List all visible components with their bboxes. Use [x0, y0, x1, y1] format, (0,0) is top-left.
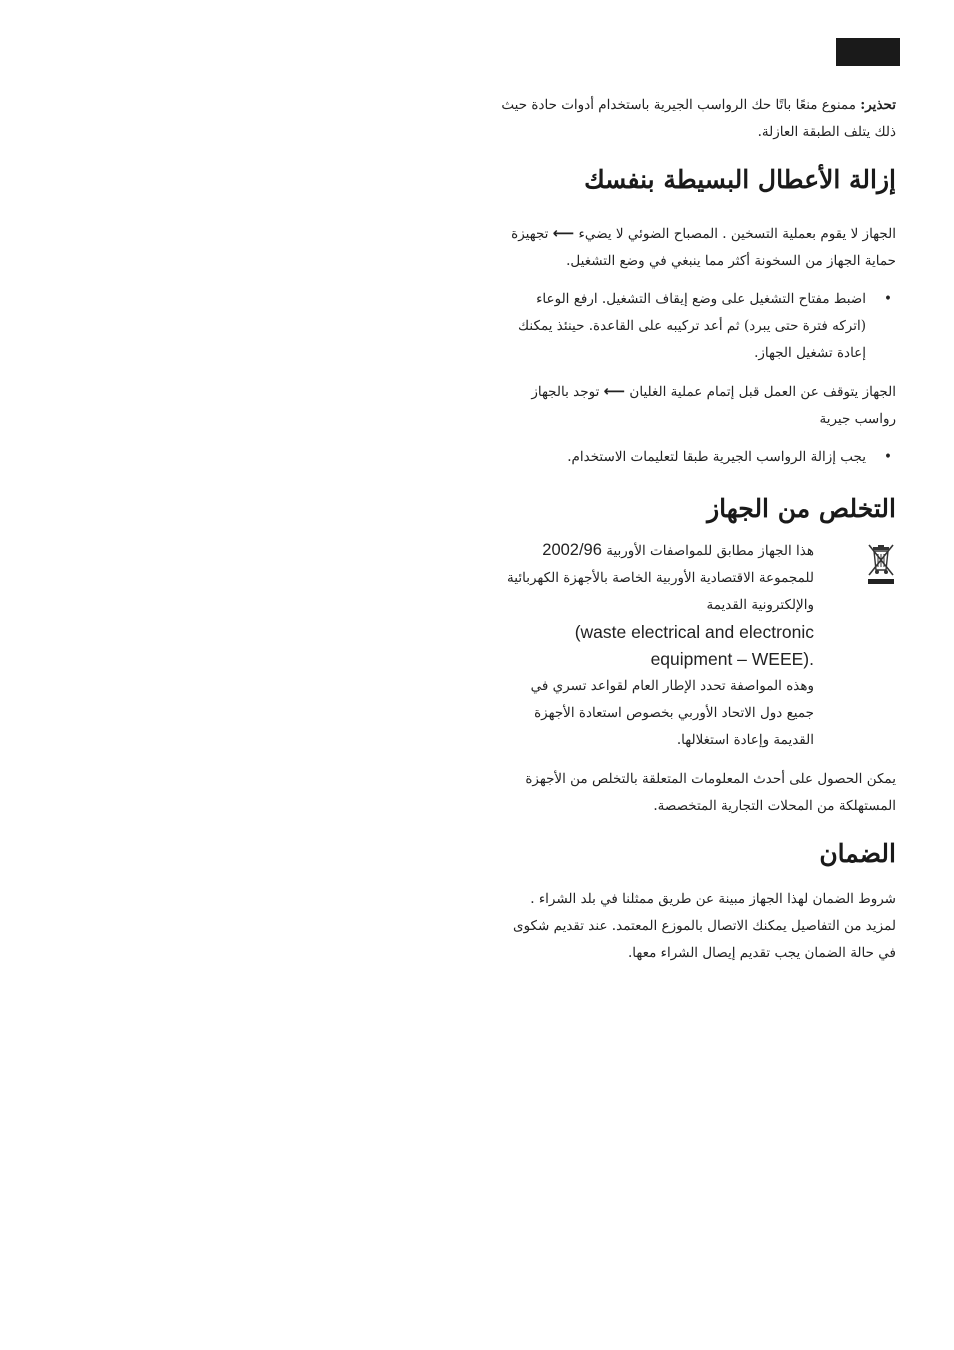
- disposal-info-paragraph: يمكن الحصول على أحدث المعلومات المتعلقة بالتخلص من الأجهزة المستهلكة من المحلات التجارية المتخصصة.: [525, 771, 896, 814]
- problem1-paragraph: [500, 220, 896, 275]
- directive-text-1: هذا الجهاز مطابق للمواصفات الأوربية: [601, 543, 814, 559]
- troubleshooting-title: إزالة الأعطال البسيطة بنفسك: [584, 165, 896, 194]
- problem1-text-after: تجهيزة حماية الجهاز من السخونة أكثر مما ينبغي في وضع التشغيل.: [511, 226, 896, 269]
- weee-block: [500, 537, 896, 754]
- weee-text: [500, 537, 814, 754]
- page-content: [500, 92, 896, 967]
- warning-paragraph: [500, 92, 896, 146]
- problem2-text-before: الجهاز يتوقف عن العمل قبل إتمام عملية الغليان: [625, 384, 896, 400]
- list-item: • يجب إزالة الرواسب الجيرية طبقا لتعليمات الاستخدام.: [500, 444, 896, 471]
- crossed-out-wheelie-bin-icon: [866, 543, 896, 589]
- warning-label: تحذير:: [860, 97, 896, 113]
- problem1-text-before: الجهاز لا يقوم بعملية التسخين . المصباح الضوئي لا يضيء: [574, 226, 896, 242]
- arrow-left-icon: ⟵: [552, 224, 575, 242]
- problem2-paragraph: [500, 378, 896, 433]
- page-tab-marker: [836, 38, 900, 66]
- weee-line-1: waste electrical and electronic): [574, 622, 814, 642]
- directive-number: 2002/96: [542, 541, 602, 559]
- problem2-text-after: توجد بالجهاز رواسب جيرية: [531, 384, 896, 427]
- solution2-list: [500, 444, 896, 471]
- directive-paragraph: [500, 537, 814, 619]
- disposal-title: التخلص من الجهاز: [707, 494, 896, 523]
- directive-paragraph-2: وهذه المواصفة تحدد الإطار العام لقواعد تسري في جميع دول الاتحاد الأوربي بخصوص استعادة الأجهزة القديمة وإعادة استغلالها.: [530, 678, 814, 748]
- weee-line-2: .(equipment – WEEE: [650, 649, 814, 669]
- arrow-left-icon: ⟵: [603, 382, 626, 400]
- warranty-title: الضمان: [819, 839, 896, 868]
- warning-text: ممنوع منعًا باتًا حك الرواسب الجيرية باستخدام أدوات حادة حيث ذلك يتلف الطبقة العازلة.: [501, 97, 896, 140]
- directive-text-2: للمجموعة الاقتصادية الأوربية الخاصة بالأجهزة الكهربائية والإلكترونية القديمة: [507, 570, 814, 613]
- solution1-list: [500, 286, 896, 367]
- warranty-paragraph: شروط الضمان لهذا الجهاز مبينة عن طريق ممثلنا في بلد الشراء . لمزيد من التفاصيل يمكنك الاتصال بالموزع المعتمد. عند تقديم شكوى في حالة الضمان يجب تقديم إيصال الشراء معها.: [513, 891, 896, 961]
- list-item: • اضبط مفتاح التشغيل على وضع إيقاف التشغيل. ارفع الوعاء (اتركه فترة حتى يبرد) ثم أعد تركيبه على القاعدة. حينئذ يمكنك إعادة تشغيل الجهاز.: [500, 286, 896, 367]
